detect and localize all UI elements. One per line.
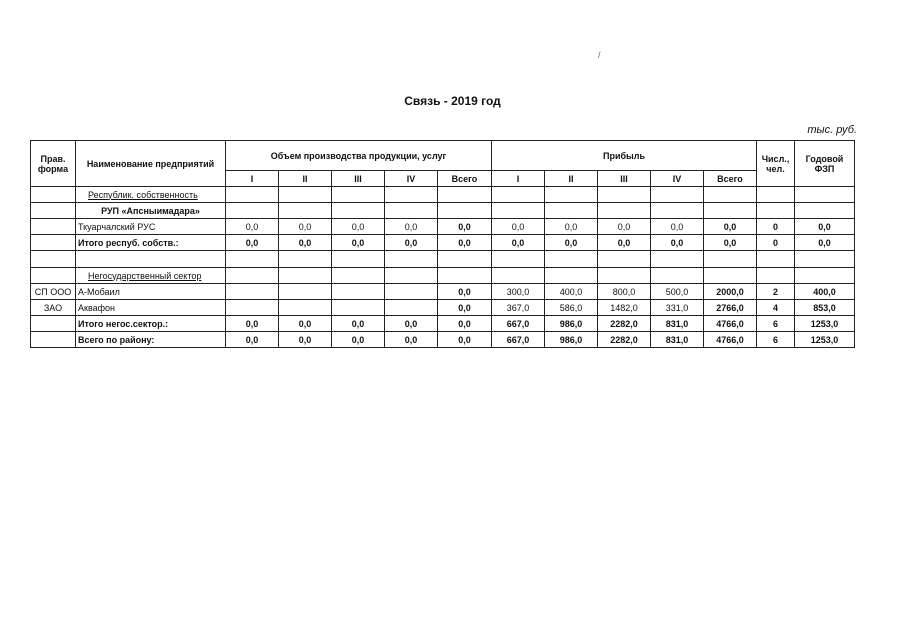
empty-cell (332, 251, 385, 268)
header-profit-q4: IV (651, 171, 704, 187)
profit-cell: 2282,0 (598, 332, 651, 348)
header-volume-q4: IV (385, 171, 438, 187)
empty-cell (492, 251, 545, 268)
form-cell (31, 235, 76, 251)
empty-cell (704, 268, 757, 284)
volume-cell: 0,0 (226, 235, 279, 251)
header-profit-q1: I (492, 171, 545, 187)
table-row (31, 187, 855, 203)
empty-cell (279, 203, 332, 219)
profit-cell: 586,0 (545, 300, 598, 316)
empty-cell (385, 187, 438, 203)
staff-cell: 6 (757, 316, 795, 332)
form-cell (31, 203, 76, 219)
profit-cell: 0,0 (704, 235, 757, 251)
empty-cell (598, 251, 651, 268)
empty-cell (332, 187, 385, 203)
profit-cell: 300,0 (492, 284, 545, 300)
volume-cell: 0,0 (279, 332, 332, 348)
profit-cell: 0,0 (651, 219, 704, 235)
profit-cell: 2282,0 (598, 316, 651, 332)
table-body (31, 187, 855, 348)
volume-cell: 0,0 (332, 316, 385, 332)
empty-cell (492, 187, 545, 203)
empty-cell (226, 268, 279, 284)
pen-mark: / (598, 50, 601, 60)
form-cell (31, 316, 76, 332)
document-title: Связь - 2019 год (404, 94, 501, 108)
empty-cell (598, 268, 651, 284)
header-profit-total: Всего (704, 171, 757, 187)
header-staff: Числ., чел. (757, 141, 795, 187)
profit-cell: 400,0 (545, 284, 598, 300)
table-row (31, 235, 855, 251)
volume-cell: 0,0 (438, 284, 492, 300)
empty-cell (757, 268, 795, 284)
volume-cell: 0,0 (438, 316, 492, 332)
profit-cell: 667,0 (492, 332, 545, 348)
table-row (31, 268, 855, 284)
empty-cell (757, 203, 795, 219)
volume-cell: 0,0 (332, 235, 385, 251)
company-name: А-Мобаил (76, 284, 226, 300)
volume-cell: 0,0 (279, 235, 332, 251)
table-row (31, 203, 855, 219)
form-cell (31, 268, 76, 284)
profit-cell: 4766,0 (704, 332, 757, 348)
total-name: Итого негос.сектор.: (76, 316, 226, 332)
volume-cell: 0,0 (332, 219, 385, 235)
subgroup-title: РУП «Апсныимадара» (76, 203, 226, 219)
empty-cell (492, 203, 545, 219)
volume-cell: 0,0 (385, 219, 438, 235)
volume-cell: 0,0 (438, 300, 492, 316)
header-profit-q2: II (545, 171, 598, 187)
empty-cell (545, 268, 598, 284)
form-cell (31, 251, 76, 268)
empty-cell (226, 251, 279, 268)
profit-cell: 986,0 (545, 316, 598, 332)
empty-cell (704, 251, 757, 268)
volume-cell (332, 300, 385, 316)
empty-cell (438, 268, 492, 284)
profit-cell: 0,0 (598, 219, 651, 235)
staff-cell: 4 (757, 300, 795, 316)
header-volume-q3: III (332, 171, 385, 187)
empty-cell (226, 187, 279, 203)
table-row (31, 300, 855, 316)
empty-cell (385, 268, 438, 284)
empty-cell (704, 203, 757, 219)
volume-cell: 0,0 (385, 235, 438, 251)
empty-cell (598, 187, 651, 203)
empty-cell (279, 268, 332, 284)
empty-cell (545, 251, 598, 268)
empty-cell (757, 187, 795, 203)
header-form: Прав. форма (31, 141, 76, 187)
profit-cell: 831,0 (651, 332, 704, 348)
form-cell (31, 219, 76, 235)
table-row (31, 316, 855, 332)
fzp-cell: 0,0 (795, 219, 855, 235)
empty-cell (598, 203, 651, 219)
header-volume-q2: II (279, 171, 332, 187)
volume-cell: 0,0 (438, 332, 492, 348)
header-fzp: Годовой ФЗП (795, 141, 855, 187)
profit-cell: 0,0 (651, 235, 704, 251)
header-profit-q3: III (598, 171, 651, 187)
profit-cell: 2766,0 (704, 300, 757, 316)
profit-cell: 0,0 (492, 235, 545, 251)
empty-cell (385, 203, 438, 219)
staff-cell: 2 (757, 284, 795, 300)
profit-cell: 800,0 (598, 284, 651, 300)
empty-cell (651, 268, 704, 284)
communications-table (30, 140, 855, 348)
staff-cell: 6 (757, 332, 795, 348)
empty-cell (438, 251, 492, 268)
profit-cell: 0,0 (704, 219, 757, 235)
empty-cell (545, 203, 598, 219)
table-row (31, 219, 855, 235)
profit-cell: 0,0 (598, 235, 651, 251)
empty-cell (545, 187, 598, 203)
volume-cell (385, 300, 438, 316)
empty-cell (651, 251, 704, 268)
form-cell (31, 187, 76, 203)
empty-cell (651, 187, 704, 203)
empty-cell (795, 203, 855, 219)
empty-cell (704, 187, 757, 203)
unit-label: тыс. руб. (807, 124, 857, 136)
volume-cell (279, 300, 332, 316)
table-row (31, 251, 855, 268)
empty-cell (757, 251, 795, 268)
profit-cell: 4766,0 (704, 316, 757, 332)
profit-cell: 367,0 (492, 300, 545, 316)
empty-cell (279, 251, 332, 268)
total-name: Всего по району: (76, 332, 226, 348)
volume-cell: 0,0 (438, 235, 492, 251)
volume-cell: 0,0 (226, 316, 279, 332)
empty-cell (795, 187, 855, 203)
header-profit: Прибыль (492, 141, 757, 171)
table-row (31, 284, 855, 300)
profit-cell: 667,0 (492, 316, 545, 332)
table-row (31, 332, 855, 348)
staff-cell: 0 (757, 235, 795, 251)
fzp-cell: 0,0 (795, 235, 855, 251)
header-volume-total: Всего (438, 171, 492, 187)
empty-cell (492, 268, 545, 284)
volume-cell: 0,0 (279, 316, 332, 332)
volume-cell: 0,0 (385, 332, 438, 348)
volume-cell (226, 284, 279, 300)
header-volume-q1: I (226, 171, 279, 187)
header-name: Наименование предприятий (76, 141, 226, 187)
profit-cell: 0,0 (545, 235, 598, 251)
profit-cell: 0,0 (545, 219, 598, 235)
profit-cell: 1482,0 (598, 300, 651, 316)
volume-cell: 0,0 (279, 219, 332, 235)
fzp-cell: 853,0 (795, 300, 855, 316)
fzp-cell: 400,0 (795, 284, 855, 300)
section-title: Негосударственный сектор (76, 268, 226, 284)
form-cell: ЗАО (31, 300, 76, 316)
volume-cell: 0,0 (385, 316, 438, 332)
empty-cell (795, 251, 855, 268)
header-volume: Объем производства продукции, услуг (226, 141, 492, 171)
profit-cell: 500,0 (651, 284, 704, 300)
volume-cell: 0,0 (226, 332, 279, 348)
empty-cell (279, 187, 332, 203)
company-name: Ткуарчалский РУС (76, 219, 226, 235)
form-cell (31, 332, 76, 348)
name-cell (76, 251, 226, 268)
form-cell: СП ООО (31, 284, 76, 300)
section-title: Республик. собственность (76, 187, 226, 203)
empty-cell (795, 268, 855, 284)
empty-cell (438, 203, 492, 219)
profit-cell: 831,0 (651, 316, 704, 332)
empty-cell (226, 203, 279, 219)
staff-cell: 0 (757, 219, 795, 235)
company-name: Аквафон (76, 300, 226, 316)
empty-cell (332, 203, 385, 219)
volume-cell: 0,0 (438, 219, 492, 235)
empty-cell (332, 268, 385, 284)
volume-cell (279, 284, 332, 300)
fzp-cell: 1253,0 (795, 316, 855, 332)
profit-cell: 2000,0 (704, 284, 757, 300)
empty-cell (651, 203, 704, 219)
volume-cell: 0,0 (226, 219, 279, 235)
profit-cell: 986,0 (545, 332, 598, 348)
volume-cell (332, 284, 385, 300)
volume-cell (385, 284, 438, 300)
empty-cell (385, 251, 438, 268)
total-name: Итого респуб. собств.: (76, 235, 226, 251)
volume-cell: 0,0 (332, 332, 385, 348)
profit-cell: 0,0 (492, 219, 545, 235)
fzp-cell: 1253,0 (795, 332, 855, 348)
profit-cell: 331,0 (651, 300, 704, 316)
empty-cell (438, 187, 492, 203)
volume-cell (226, 300, 279, 316)
